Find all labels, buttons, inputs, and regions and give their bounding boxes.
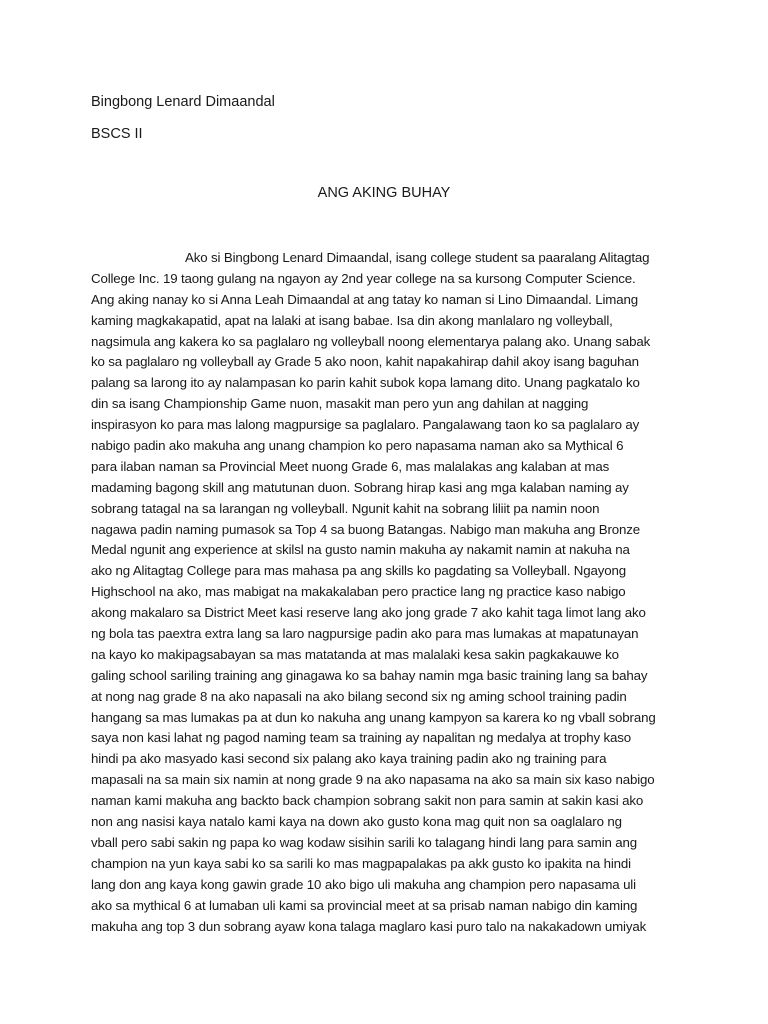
essay-line: lang don ang kaya kong gawin grade 10 ako bigo uli makuha ang champion pero napasama uli [91, 876, 636, 892]
author-name: Bingbong Lenard Dimaandal [91, 94, 275, 110]
essay-line: champion na yun kaya sabi ko sa sarili ko mas magpapalakas pa akk gusto ko ipakita na hindi [91, 855, 631, 871]
essay-line: mapasali na sa main six namin at nong grade 9 na ako napasama na ako sa main six kaso nabigo [91, 772, 655, 788]
essay-line: ko sa paglalaro ng volleyball ay Grade 5 ako noon, kahit napakahirap dahil akoy isang baguhan [91, 354, 639, 370]
essay-line: hindi pa ako masyado kasi second six palang ako kaya training padin ako ng training para [91, 751, 607, 767]
essay-line: ako ng Alitagtag College para mas mahasa pa ang skills ko pagdating sa Volleyball. Ngayong [91, 563, 626, 579]
essay-line: palang sa larong ito ay nalampasan ko parin kahit subok kopa lamang dito. Unang pagkatalo ko [91, 375, 640, 391]
essay-line: makuha ang top 3 dun sobrang ayaw kona talaga maglaro kasi puro talo na nakakadown umiyak [91, 918, 647, 934]
essay-line: Highschool na ako, mas mabigat na makakalaban pero practice lang ng practice kaso nabigo [91, 584, 626, 600]
essay-line: din sa isang Championship Game nuon, masakit man pero yun ang dahilan at nagging [91, 396, 589, 412]
essay-line: at nong nag grade 8 na ako napasali na ako bilang second six ng aming school training padin [91, 688, 627, 704]
essay-line: sobrang tatagal na sa larangan ng volleyball. Ngunit kahit na sobrang liliit pa namin noon [91, 500, 600, 516]
essay-line: nabigo padin ako makuha ang unang champion ko pero napasama naman ako sa Mythical 6 [91, 438, 624, 454]
essay-line: vball pero sabi sakin ng papa ko wag kodaw sisihin sarili ko talagang hindi lang para samin ang [91, 834, 638, 850]
essay-line: na kayo ko makipagsabayan sa mas matatanda at mas malalaki kesa sakin pagkakauwe ko [91, 646, 619, 662]
essay-line: naman kami makuha ang backto back champion sobrang sakit non para samin at sakin kasi ako [91, 793, 644, 809]
essay-line: College Inc. 19 taong gulang na ngayon ay 2nd year college na sa kursong Computer Science. [91, 270, 636, 286]
essay-line: para ilaban naman sa Provincial Meet nuong Grade 6, mas malalakas ang kalaban at mas [91, 458, 610, 474]
essay-line: akong makalaro sa District Meet kasi reserve lang ako jong grade 7 ako kahit taga limot lang ako [91, 605, 646, 621]
essay-line: saya non kasi lahat ng pagod naming team sa training ay napalitan ng medalya at trophy kaso [91, 730, 632, 746]
essay-line: Ang aking nanay ko si Anna Leah Dimaandal at ang tatay ko naman si Lino Dimaandal. Limang [91, 291, 638, 307]
essay-line: nagsimula ang kakera ko sa paglalaro ng volleyball noong elementarya palang ako. Unang sabak [91, 333, 651, 349]
essay-line: madaming bagong skill ang matutunan duon. Sobrang hirap kasi ang mga kalaban naming ay [91, 479, 629, 495]
essay-body [91, 248, 691, 937]
course-label: BSCS II [91, 126, 143, 142]
essay-line: nagawa padin naming pumasok sa Top 4 sa buong Batangas. Nabigo man makuha ang Bronze [91, 521, 640, 537]
essay-line: galing school sariling training ang ginagawa ko sa bahay namin mga basic training lang sa bahay [91, 667, 648, 683]
essay-line: kaming magkakapatid, apat na lalaki at isang babae. Isa din akong manlalaro ng volleyball, [91, 312, 613, 328]
essay-line: inspirasyon ko para mas lalong magpursige sa paglalaro. Pangalawang taon ko sa paglalaro ay [91, 417, 640, 433]
essay-line: non ang nasisi kaya natalo kami kaya na down ako gusto kona mag quit non sa oaglalaro ng [91, 814, 622, 830]
essay-line: hangang sa mas lumakas pa at dun ko nakuha ang unang kampyon sa karera ko ng vball sobrang [91, 709, 656, 725]
essay-line: ako sa mythical 6 at lumaban uli kami sa provincial meet at sa prisab naman nabigo din kaming [91, 897, 638, 913]
essay-title: ANG AKING BUHAY [317, 185, 451, 201]
essay-line: Medal ngunit ang experience at skilsl na gusto namin makuha ay nakamit namin at nakuha na [91, 542, 630, 558]
essay-line: Ako si Bingbong Lenard Dimaandal, isang college student sa paaralang Alitagtag [185, 250, 650, 265]
essay-line: ng bola tas paextra extra lang sa laro nagpursige padin ako para mas lumakas at mapatunayan [91, 626, 639, 642]
